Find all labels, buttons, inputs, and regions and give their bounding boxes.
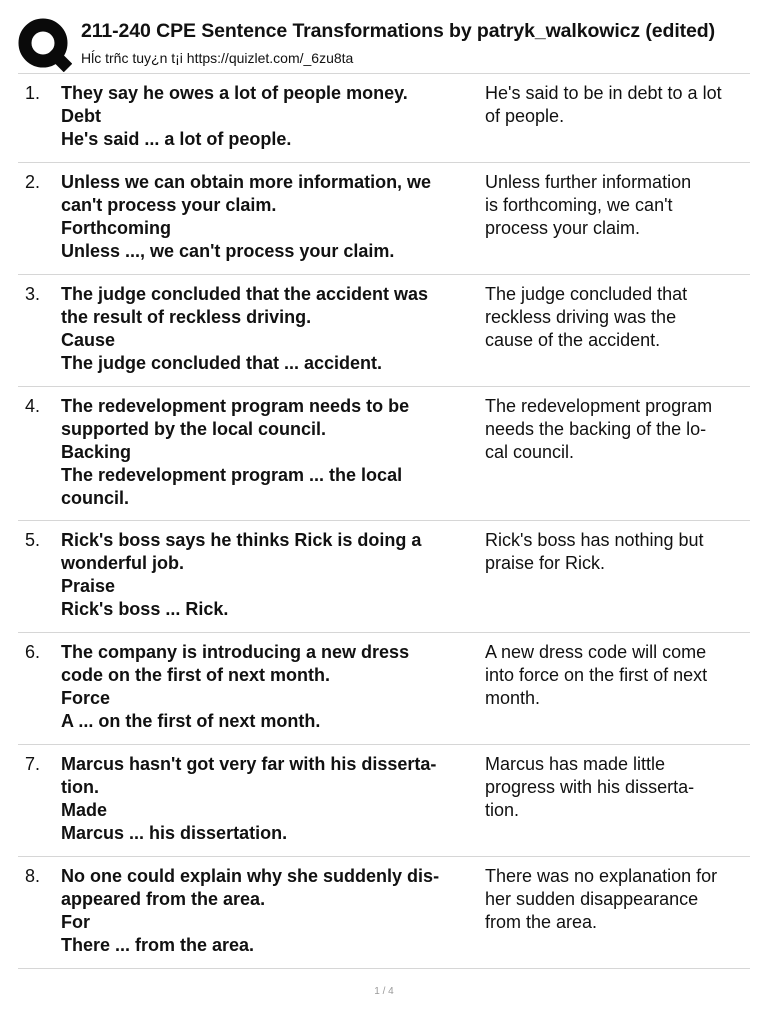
question-line: Debt [61, 106, 101, 126]
answer-block [485, 865, 750, 968]
answer-line: needs the backing of the lo- [485, 419, 707, 439]
item-number: 6. [25, 642, 41, 662]
document-source-link[interactable]: Hĺc trñc tuy¿n t¡i https://quizlet.com/_6zu8ta [81, 50, 354, 66]
question-line: The redevelopment program needs to be [61, 396, 410, 416]
question-line: council. [61, 488, 130, 508]
answer-block [485, 82, 750, 162]
document-title: 211-240 CPE Sentence Transformations by patryk_walkowicz (edited) [81, 20, 715, 42]
question-line: No one could explain why she suddenly dis- [61, 866, 440, 886]
answer-line: process your claim. [485, 218, 641, 238]
item-number: 3. [25, 284, 41, 304]
answer-line: of people. [485, 106, 565, 126]
question-line: Cause [61, 330, 116, 350]
answer-line: cause of the accident. [485, 330, 661, 350]
answer-line: progress with his disserta- [485, 777, 695, 797]
list-item [18, 387, 750, 521]
answer-block [485, 529, 750, 632]
question-line: code on the first of next month. [61, 665, 330, 685]
list-item [18, 745, 750, 857]
question-block [61, 753, 485, 856]
list-item [18, 521, 750, 633]
question-line: Unless ..., we can't process your claim. [61, 241, 395, 261]
question-line: Forthcoming [61, 218, 171, 238]
item-number: 5. [25, 530, 41, 550]
question-line: can't process your claim. [61, 195, 277, 215]
transformation-list [18, 73, 750, 969]
question-line: They say he owes a lot of people money. [61, 83, 408, 103]
question-line: The judge concluded that the accident was [61, 284, 429, 304]
page-indicator: 1 / 4 [374, 986, 394, 997]
question-line: He's said ... a lot of people. [61, 129, 292, 149]
question-line: tion. [61, 777, 99, 797]
answer-line: The redevelopment program [485, 396, 713, 416]
question-line: the result of reckless driving. [61, 307, 312, 327]
answer-line: The judge concluded that [485, 284, 688, 304]
question-line: Made [61, 800, 108, 820]
answer-block [485, 395, 750, 520]
list-item [18, 275, 750, 387]
list-item [18, 74, 750, 163]
question-line: Marcus ... his dissertation. [61, 823, 288, 843]
answer-block [485, 171, 750, 274]
list-item [18, 857, 750, 969]
question-block [61, 283, 485, 386]
answer-line: A new dress code will come [485, 642, 707, 662]
document-header [18, 14, 758, 74]
question-line: Rick's boss ... Rick. [61, 599, 229, 619]
question-line: wonderful job. [61, 553, 184, 573]
answer-line: into force on the first of next [485, 665, 708, 685]
answer-line: cal council. [485, 442, 575, 462]
question-line: appeared from the area. [61, 889, 266, 909]
question-block [61, 641, 485, 744]
answer-line: her sudden disappearance [485, 889, 699, 909]
quizlet-q-logo-icon [18, 18, 72, 72]
question-line: Force [61, 688, 111, 708]
answer-line: Rick's boss has nothing but [485, 530, 704, 550]
question-line: There ... from the area. [61, 935, 255, 955]
answer-line: He's said to be in debt to a lot [485, 83, 722, 103]
question-block [61, 529, 485, 632]
item-number: 8. [25, 866, 41, 886]
answer-block [485, 641, 750, 744]
question-line: For [61, 912, 90, 932]
answer-line: from the area. [485, 912, 598, 932]
answer-line: tion. [485, 800, 520, 820]
answer-block [485, 283, 750, 386]
answer-line: praise for Rick. [485, 553, 606, 573]
question-line: Marcus hasn't got very far with his disserta- [61, 754, 437, 774]
answer-line: Marcus has made little [485, 754, 666, 774]
question-line: A ... on the first of next month. [61, 711, 321, 731]
answer-line: reckless driving was the [485, 307, 677, 327]
item-number: 2. [25, 172, 41, 192]
question-line: Backing [61, 442, 132, 462]
item-number: 1. [25, 83, 41, 103]
question-line: Praise [61, 576, 116, 596]
question-block [61, 865, 485, 968]
question-line: The redevelopment program ... the local [61, 465, 403, 485]
question-block [61, 171, 485, 274]
question-block [61, 395, 485, 520]
answer-block [485, 753, 750, 856]
item-number: 7. [25, 754, 41, 774]
answer-line: month. [485, 688, 541, 708]
question-line: The company is introducing a new dress [61, 642, 410, 662]
answer-line: Unless further information [485, 172, 692, 192]
question-line: The judge concluded that ... accident. [61, 353, 383, 373]
question-line: supported by the local council. [61, 419, 327, 439]
question-block [61, 82, 485, 162]
item-number: 4. [25, 396, 41, 416]
list-item [18, 163, 750, 275]
answer-line: There was no explanation for [485, 866, 718, 886]
question-line: Unless we can obtain more information, we [61, 172, 432, 192]
question-line: Rick's boss says he thinks Rick is doing a [61, 530, 422, 550]
answer-line: is forthcoming, we can't [485, 195, 673, 215]
list-item [18, 633, 750, 745]
